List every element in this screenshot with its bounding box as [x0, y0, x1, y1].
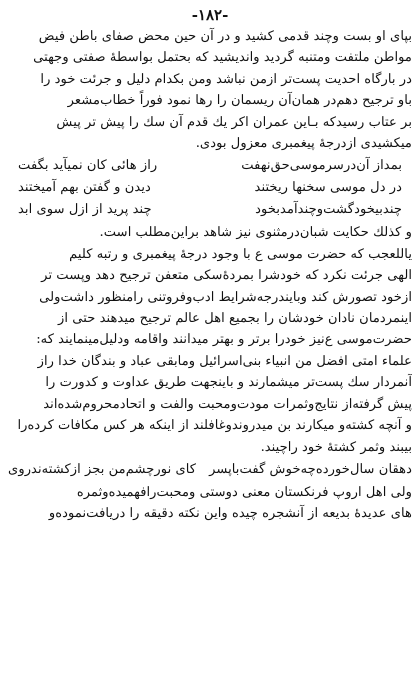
text-line: علماء امتی افضل من انبیاء بنی‌اسرائیل ومابقی عباد و بندگان خدا راز — [37, 353, 412, 369]
text-line: و آنچه کشته‌و میکارند بن میدروند‌وغافلند از اینکه هر کس مکافات کرده‌را — [17, 418, 412, 434]
text-line: در بارگاه احدیت پست‌تر ازمن نباشد ومن بکدام دلیل و جرئت خود را — [40, 71, 412, 87]
paragraph-moses — [8, 244, 412, 458]
text-line: ولی اهل اروپ فرنکستان معنی دوستی ومحبت‌رافهمیده‌وثمره — [76, 484, 412, 500]
verse-couplet — [8, 459, 412, 481]
text-line: باو ترجیح دهم‌در همان‌آن ریسمان را رها نمود فوراً خطاب‌مشعر — [67, 93, 412, 109]
verse-couplet — [8, 199, 412, 221]
text-line: بر عتاب رسید‌که بـاین عمران اکر یك قدم آن سك را پیش تر پیش — [56, 114, 412, 130]
verse-hemistich-left: راز هائی کان نمیآید بگفت — [18, 158, 158, 174]
text-line: یاللعجب که حضرت موسی ع با وجود درجهٔ پیغمبری و رتبه کلیم — [69, 246, 412, 262]
verse-hemistich-right: دهقان سال‌خورده‌چه‌خوش گفت‌باپسر — [209, 461, 412, 477]
verse-couplet — [8, 155, 412, 177]
verse-hemistich-right: چندبیخودگشت‌وچندآمدبخود — [255, 202, 402, 218]
text-line: و کذلك حکایت شبان‌درمثنوی نیز شاهد براین‌مطلب است. — [99, 225, 412, 241]
page-number: -۱۸۲- — [191, 6, 229, 24]
text-line: اینمردمان نادان خودشان را بجمیع اهل عالم ترجیح میدهند حتی از — [58, 311, 412, 327]
verse-couplet — [8, 177, 412, 199]
text-line: الهی جرئت نکرد که خودشرا بمردهٔ‌سکی متعفن ترجیح دهد وپست تر — [41, 268, 412, 284]
verse-hemistich-right: بمداز آن‌درسرموسی‌حق‌نهفت — [241, 158, 402, 174]
paragraph-shepherd — [8, 222, 412, 243]
paragraph-story — [8, 26, 412, 154]
text-line: بیبند وثمر کشتهٔ خود راچیند. — [260, 439, 412, 455]
text-line: مواطن ملتفت ومتنبه گردید واندیشید که بحتمل بواسطهٔ صفتی وجهتی — [33, 50, 412, 66]
text-line: حضرت‌موسی ع‌نیز خودرا برتر و بهتر میدانند واقامه ودلیل‌مینمایند که: — [36, 332, 412, 348]
text-line: های عدیدهٔ بدیعه از آنشجره چیده واین نکته دقیقه را دریافت‌نموده‌و — [48, 506, 412, 522]
verse-hemistich-left: دیدن و گفتن بهم آمیختند — [18, 180, 151, 196]
text-line: آنمردار سك پست‌تر میشمارند و باینجهت طریق عداوت و کدورت را — [45, 375, 412, 391]
poem-verses — [8, 155, 412, 221]
poem-verse-farmer — [8, 459, 412, 481]
paragraph-europe — [8, 482, 412, 525]
text-line: میکشیدی ازدرجهٔ پیغمبری معزول بودی. — [195, 136, 412, 152]
text-line: ازخود تصورش کند وبایندرجه‌شرایط ادب‌وفروتنی رامنظور داشت‌ولی — [39, 289, 412, 305]
verse-hemistich-left: کای نورچشم‌من بجز ازکشته‌ندروی — [8, 461, 197, 477]
verse-hemistich-left: چند پرید از ازل سوی ابد — [18, 202, 152, 218]
verse-hemistich-right: در دل موسی سخنها ریختند — [254, 180, 402, 196]
text-line: بپای او بست وچند قدمی کشید و در آن حین محض صفای باطن فیض — [38, 29, 412, 44]
text-line: پیش گرفته‌از نتایج‌وثمرات مودت‌ومحبت والفت و اتحادمحروم‌شده‌اند — [43, 396, 412, 412]
